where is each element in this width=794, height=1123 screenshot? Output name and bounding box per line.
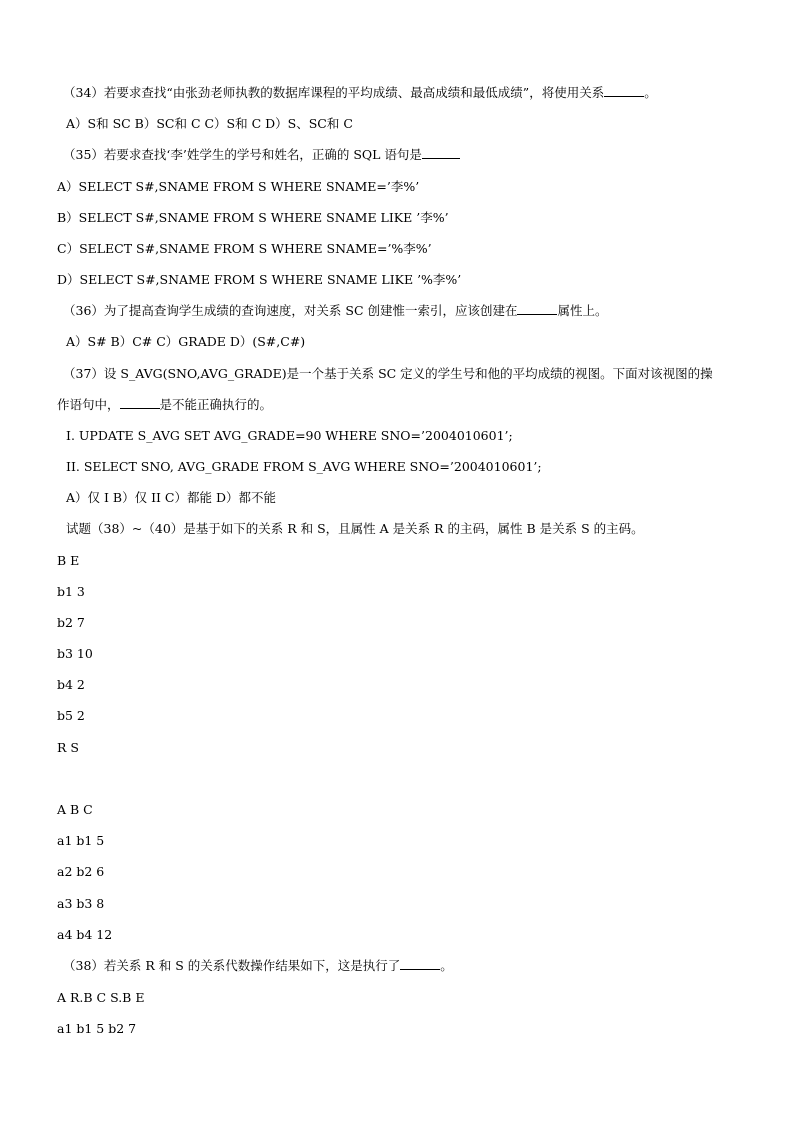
question-34-options: A）S和 SC B）SC和 C C）S和 C D）S、SC和 C xyxy=(66,116,353,131)
question-34 xyxy=(63,85,657,101)
question-36 xyxy=(63,303,608,319)
question-35-option-c: C）SELECT S#,SNAME FROM S WHERE SNAME=’%李%’ xyxy=(57,241,432,256)
relation-r-row: a1 b1 5 xyxy=(57,833,105,848)
answer-blank xyxy=(120,397,160,409)
relation-r-header: A B C xyxy=(57,802,93,817)
question-37-line-2 xyxy=(57,397,272,413)
answer-blank xyxy=(604,85,644,97)
relation-s-row: b5 2 xyxy=(57,708,85,723)
question-36-end: 属性上。 xyxy=(557,303,608,318)
question-35-option-b: B）SELECT S#,SNAME FROM S WHERE SNAME LIKE ’李%’ xyxy=(57,210,449,225)
question-35-option-d: D）SELECT S#,SNAME FROM S WHERE SNAME LIKE ’%李%’ xyxy=(57,272,462,287)
relation-s-row: b3 10 xyxy=(57,646,93,661)
question-37-statement-ii: II. SELECT SNO, AVG_GRADE FROM S_AVG WHERE SNO=’2004010601’; xyxy=(66,459,542,474)
answer-blank xyxy=(422,147,460,159)
relation-s-row: b4 2 xyxy=(57,677,85,692)
relation-s-header: B E xyxy=(57,553,80,568)
question-38-text: （38）若关系 R 和 S 的关系代数操作结果如下，这是执行了 xyxy=(63,958,401,973)
relation-r-row: a2 b2 6 xyxy=(57,864,105,879)
question-37-text: 作语句中， xyxy=(57,397,120,412)
relation-labels: R S xyxy=(57,740,79,755)
relation-s-row: b2 7 xyxy=(57,615,85,630)
question-38-40-intro: 试题（38）~（40）是基于如下的关系 R 和 S，且属性 A 是关系 R 的主码，属性 B 是关系 S 的主码。 xyxy=(66,521,644,536)
question-35 xyxy=(63,147,460,163)
question-35-option-a: A）SELECT S#,SNAME FROM S WHERE SNAME=’李%’ xyxy=(57,179,420,194)
question-34-end: 。 xyxy=(644,85,657,100)
question-35-text: （35）若要求查找‘李’姓学生的学号和姓名，正确的 SQL 语句是 xyxy=(63,147,422,162)
question-37-line-1: （37）设 S_AVG(SNO,AVG_GRADE)是一个基于关系 SC 定义的学生号和他的平均成绩的视图。下面对该视图的操 xyxy=(63,366,713,381)
question-37-options: A）仅 I B）仅 II C）都能 D）都不能 xyxy=(66,490,276,505)
question-38-end: 。 xyxy=(440,958,453,973)
relation-r-row: a4 b4 12 xyxy=(57,927,113,942)
question-38 xyxy=(63,958,453,974)
answer-blank xyxy=(517,303,557,315)
result-row: a1 b1 5 b2 7 xyxy=(57,1021,137,1036)
answer-blank xyxy=(400,958,440,970)
result-header: A R.B C S.B E xyxy=(57,990,145,1005)
question-36-options: A）S# B）C# C）GRADE D）(S#,C#) xyxy=(66,334,306,349)
question-37-statement-i: I. UPDATE S_AVG SET AVG_GRADE=90 WHERE SNO=’2004010601’; xyxy=(66,428,513,443)
question-36-text: （36）为了提高查询学生成绩的查询速度，对关系 SC 创建惟一索引，应该创建在 xyxy=(63,303,518,318)
relation-s-row: b1 3 xyxy=(57,584,85,599)
relation-r-row: a3 b3 8 xyxy=(57,896,105,911)
question-34-text: （34）若要求查找“由张劲老师执教的数据库课程的平均成绩、最高成绩和最低成绩”，将使用关系 xyxy=(63,85,605,100)
question-37-end: 是不能正确执行的。 xyxy=(159,397,273,412)
